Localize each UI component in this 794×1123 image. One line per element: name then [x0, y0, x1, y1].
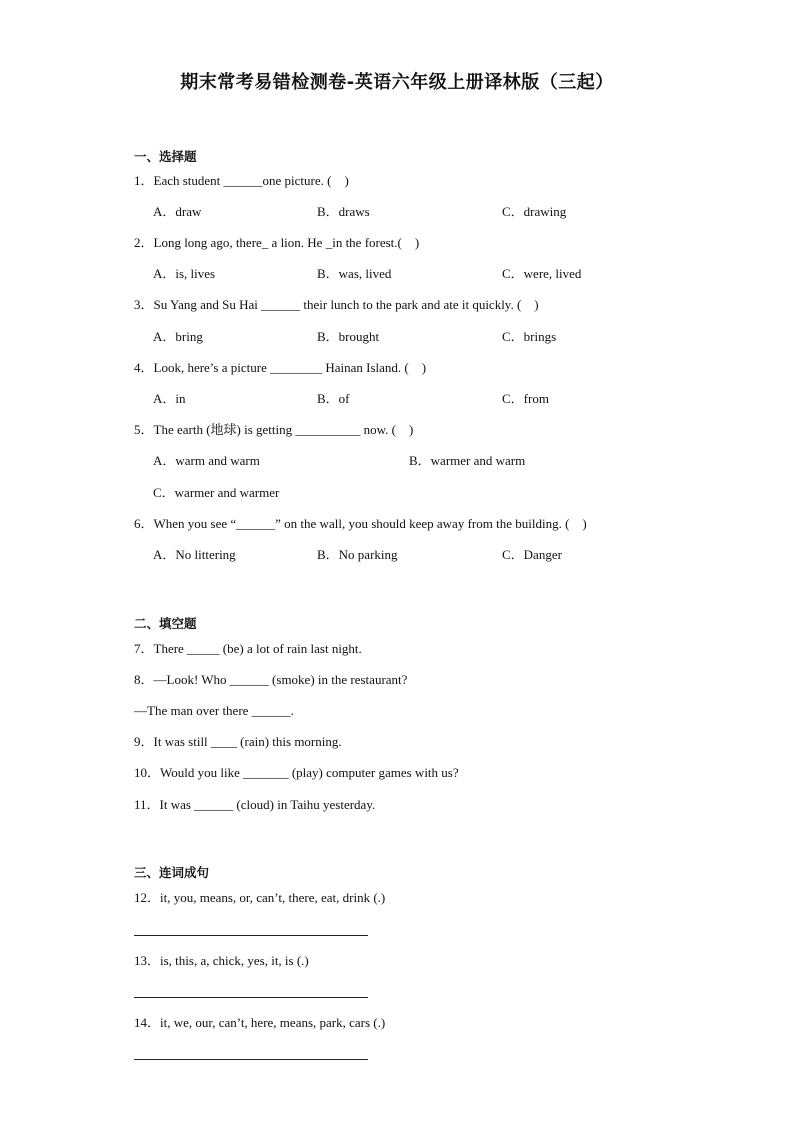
q6-option-a: A．No littering	[153, 547, 236, 562]
answer-line-14[interactable]	[134, 1059, 368, 1060]
question-8: 8．—Look! Who ______ (smoke) in the restaurant?	[134, 672, 408, 687]
question-3: 3．Su Yang and Su Hai ______ their lunch to the park and ate it quickly. ( )	[134, 297, 539, 312]
question-14: 14．it, we, our, can’t, here, means, park, cars (.)	[134, 1015, 386, 1030]
question-1: 1．Each student ______one picture. ( )	[134, 173, 349, 188]
answer-line-12[interactable]	[134, 935, 368, 936]
q4-option-c: C．from	[502, 391, 549, 406]
question-11: 11．It was ______ (cloud) in Taihu yesterday.	[134, 797, 376, 812]
q5-option-a: A．warm and warm	[153, 453, 260, 468]
q2-option-c: C．were, lived	[502, 266, 582, 281]
q5-option-b: B．warmer and warm	[409, 453, 526, 468]
q2-option-a: A．is, lives	[153, 266, 216, 281]
q1-option-b: B．draws	[317, 204, 370, 219]
question-2: 2．Long long ago, there_ a lion. He _in the forest.( )	[134, 235, 420, 250]
answer-line-13[interactable]	[134, 997, 368, 998]
q3-option-c: C．brings	[502, 329, 557, 344]
q3-option-a: A．bring	[153, 329, 203, 344]
question-10: 10．Would you like _______ (play) computer games with us?	[134, 765, 459, 780]
q6-option-c: C．Danger	[502, 547, 562, 562]
question-4: 4．Look, here’s a picture ________ Hainan Island. ( )	[134, 360, 427, 375]
q5-option-c: C．warmer and warmer	[153, 485, 280, 500]
q2-option-b: B．was, lived	[317, 266, 392, 281]
question-7: 7．There _____ (be) a lot of rain last night.	[134, 641, 362, 656]
question-13: 13．is, this, a, chick, yes, it, is (.)	[134, 953, 309, 968]
section-heading-choice: 一、选择题	[134, 149, 197, 164]
question-5: 5．The earth (地球) is getting __________ now. ( )	[134, 422, 414, 437]
section-heading-fill: 二、填空题	[134, 616, 197, 631]
question-6: 6．When you see “______” on the wall, you should keep away from the building. ( )	[134, 516, 587, 531]
q6-option-b: B．No parking	[317, 547, 398, 562]
page-title: 期末常考易错检测卷-英语六年级上册译林版（三起）	[180, 72, 614, 93]
section-heading-order: 三、连词成句	[134, 865, 210, 880]
q1-option-a: A．draw	[153, 204, 202, 219]
q4-option-a: A．in	[153, 391, 186, 406]
question-12: 12．it, you, means, or, can’t, there, eat, drink (.)	[134, 890, 386, 905]
question-9: 9．It was still ____ (rain) this morning.	[134, 734, 342, 749]
q3-option-b: B．brought	[317, 329, 380, 344]
q1-option-c: C．drawing	[502, 204, 567, 219]
q4-option-b: B．of	[317, 391, 350, 406]
question-8-reply: —The man over there ______.	[134, 703, 294, 718]
